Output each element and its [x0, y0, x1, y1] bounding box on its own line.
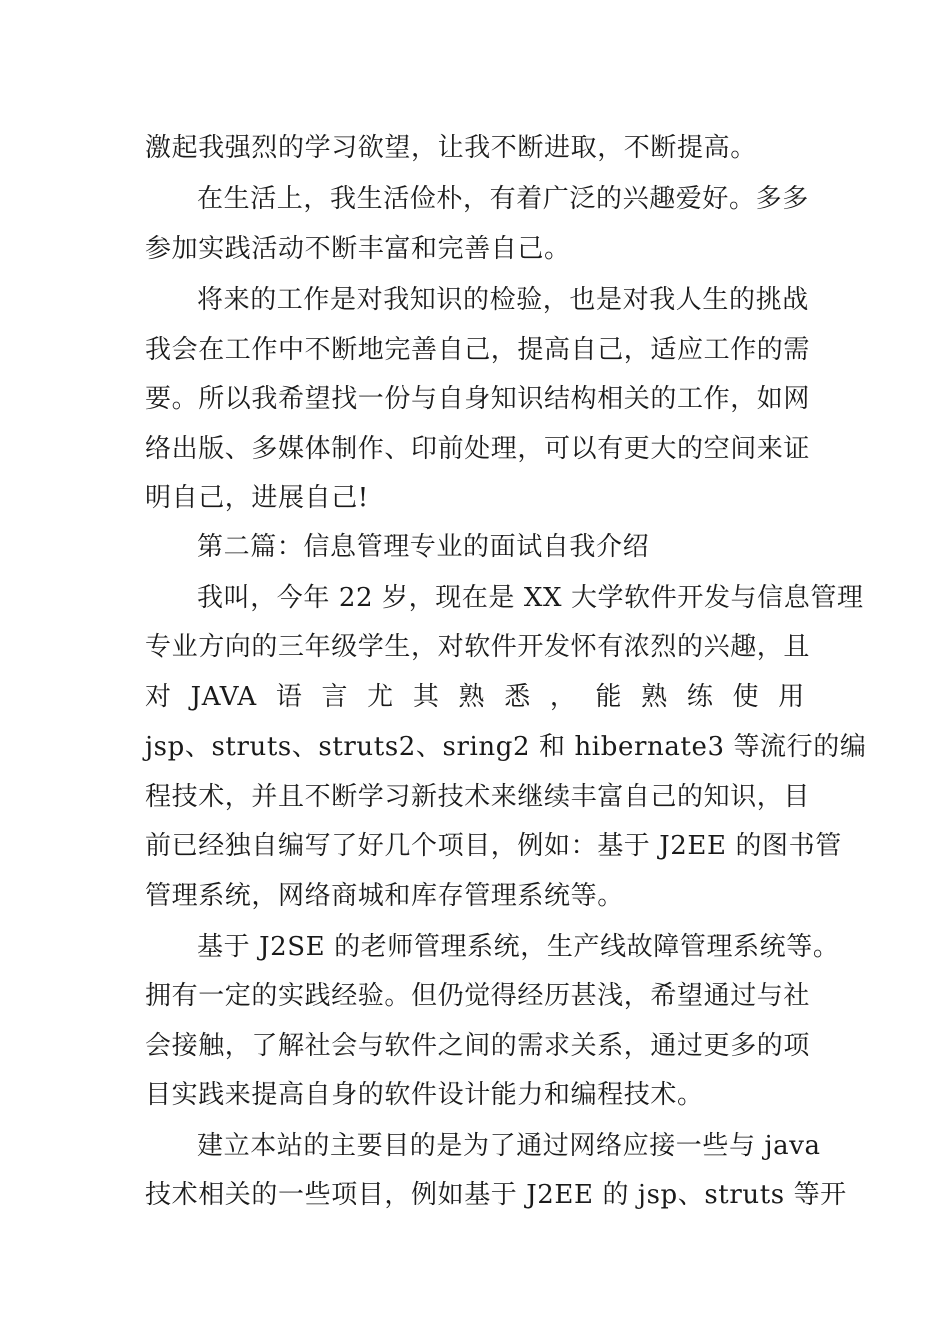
- spread-text-line: [145, 677, 805, 717]
- text-line: 程技术，并且不断学习新技术来继续丰富自己的知识，目: [145, 782, 811, 812]
- spread-token: 练: [686, 682, 714, 712]
- text-line: 建立本站的主要目的是为了通过网络应接一些与 java: [197, 1131, 821, 1161]
- spread-token: 熟: [458, 682, 486, 712]
- text-line: 目实践来提高自身的软件设计能力和编程技术。: [145, 1080, 704, 1110]
- spread-token: 对: [145, 682, 172, 712]
- text-line: 络出版、多媒体制作、印前处理，可以有更大的空间来证: [145, 434, 811, 464]
- text-line: 要。所以我希望找一份与自身知识结构相关的工作，如网: [145, 384, 811, 414]
- spread-token: 语: [275, 682, 303, 712]
- text-line: jsp、struts、struts2、sring2 和 hibernate3 等流行的编: [145, 732, 867, 762]
- spread-token: 其: [412, 682, 440, 712]
- text-line: 将来的工作是对我知识的检验，也是对我人生的挑战: [197, 285, 809, 315]
- spread-token: JAVA: [190, 682, 257, 712]
- text-line: 管理系统，网络商城和库存管理系统等。: [145, 881, 624, 911]
- text-line: 前已经独自编写了好几个项目，例如：基于 J2EE 的图书管: [145, 831, 842, 861]
- section-heading: 第二篇：信息管理专业的面试自我介绍: [197, 532, 650, 562]
- text-line: 基于 J2SE 的老师管理系统，生产线故障管理系统等。: [197, 932, 840, 962]
- spread-token: 能: [595, 682, 623, 712]
- text-line: 专业方向的三年级学生，对软件开发怀有浓烈的兴趣，且: [145, 632, 811, 662]
- spread-token: 尤: [367, 682, 394, 712]
- spread-token: 熟: [641, 682, 668, 712]
- text-line: 会接触，了解社会与软件之间的需求关系，通过更多的项: [145, 1031, 811, 1061]
- text-line: 在生活上，我生活俭朴，有着广泛的兴趣爱好。多多: [197, 184, 809, 214]
- spread-token: 悉: [504, 682, 531, 712]
- text-line: 我会在工作中不断地完善自己，提高自己，适应工作的需: [145, 335, 811, 365]
- spread-token: 用: [778, 682, 805, 712]
- text-line: 技术相关的一些项目，例如基于 J2EE 的 jsp、struts 等开: [145, 1180, 847, 1210]
- text-line: 明自己，进展自己!: [145, 483, 369, 513]
- spread-token: 使: [732, 682, 760, 712]
- text-line: 参加实践活动不断丰富和完善自己。: [145, 234, 571, 264]
- text-line: 拥有一定的实践经验。但仍觉得经历甚浅，希望通过与社: [145, 981, 811, 1011]
- text-line: 我叫，今年 22 岁，现在是 XX 大学软件开发与信息管理: [197, 583, 864, 613]
- spread-token: ，: [549, 682, 577, 712]
- text-line: 激起我强烈的学习欲望，让我不断进取，不断提高。: [145, 133, 757, 163]
- spread-token: 言: [321, 682, 349, 712]
